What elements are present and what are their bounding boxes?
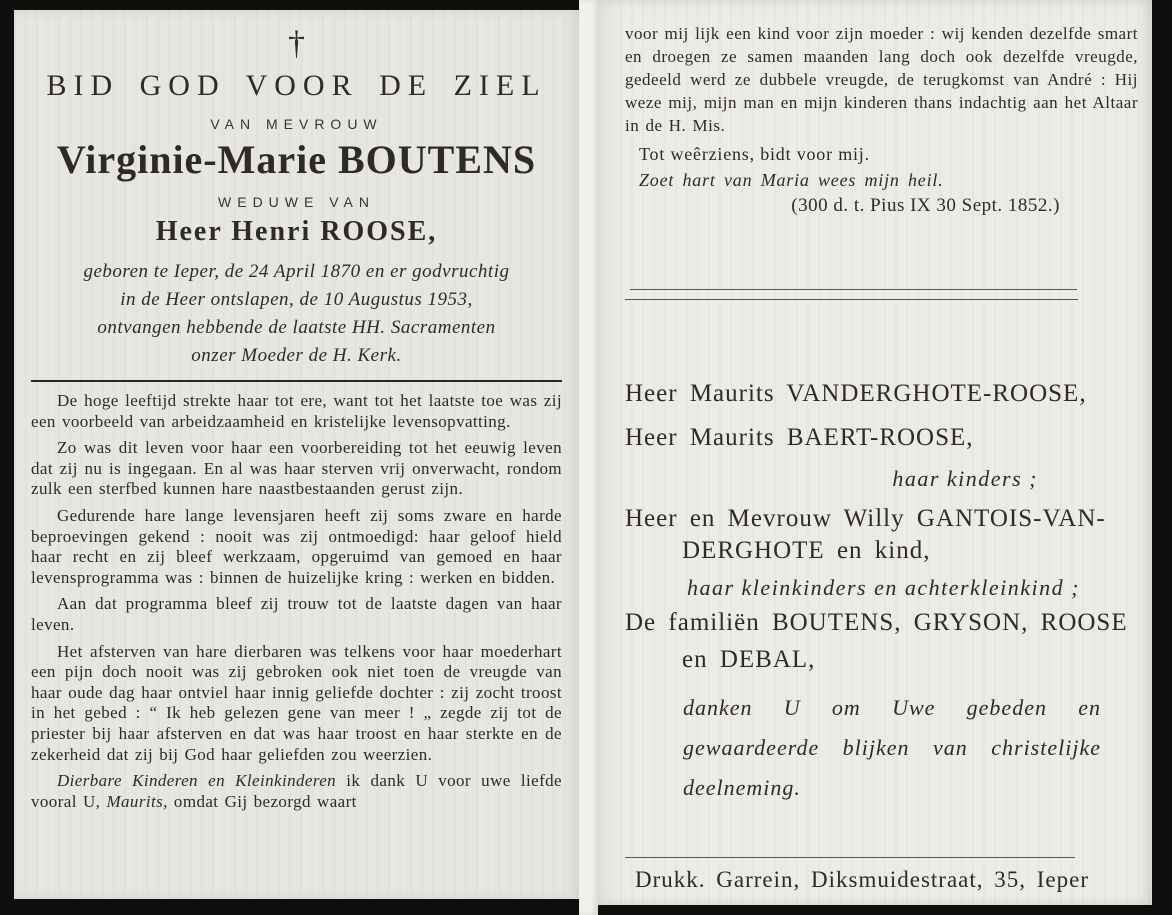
- closing-lead: Dierbare Kinderen en Kleinkinderen: [57, 771, 337, 791]
- divider-rule-top: [630, 289, 1077, 290]
- divider-rule-bottom: [625, 299, 1078, 300]
- motto-line: Zoet hart van Maria wees mijn heil.: [639, 170, 944, 190]
- eulogy-paragraph-2: Zo was dit leven voor haar een voorbereiding tot het eeuwig leven dat zij nu is ingegaan. En al was haar sterven vrij onverwacht, rondom zulk een sterfbed kunnen hare naastbestaanden gerust zijn.: [31, 438, 562, 499]
- continuation-paragraph: voor mij lijk een kind voor zijn moeder : wij kenden dezelfde smart en droegen ze samen maanden lang doch ook dezelfde vreugde, gedeeld werd ze dubbele vreugde, de terugkomst van André : Hij weze mij, mijn man en mijn kinderen thans indachtig aan het Altaar in de H. Mis.: [625, 24, 1138, 135]
- eulogy-paragraph-4: Aan dat programma bleef zij trouw tot de laatste dagen van haar leven.: [31, 594, 562, 634]
- bio-line-birth: geboren te Ieper, de 24 April 1870 en er godvruchtig: [83, 261, 510, 282]
- family-child-2: Heer Maurits BAERT-ROOSE,: [625, 424, 974, 451]
- closing-mid: ik dank U voor uwe liefde vooral U,: [31, 771, 562, 811]
- closing-paragraph: [31, 771, 562, 812]
- thanks-paragraph: danken U om Uwe gebeden en gewaardeerde blijken van christelijke deelneming.: [683, 695, 1101, 800]
- subtitle-weduwe-van: WEDUWE VAN: [218, 194, 375, 210]
- bio-line-death: in de Heer ontslapen, de 10 Augustus 1953,: [120, 289, 473, 310]
- spouse-name: Heer Henri ROOSE,: [155, 216, 438, 247]
- family-section: [625, 380, 1138, 808]
- footer-rule: [625, 857, 1075, 858]
- eulogy-paragraph-3: Gedurende hare lange levensjaren heeft zij soms zware en harde beproevingen gekend : nooit was zij ontmoedigd: haar geloof hield haar recht en zij bleef werkzaam, opgeruimd van gemoed en haar levensprogramma was : binnen de huizelijke kring : werken en bidden.: [31, 505, 562, 587]
- closing-tail: omdat Gij bezorgd waart: [173, 791, 357, 811]
- bio-line-sacraments: ontvangen hebbende de laatste HH. Sacramenten: [97, 317, 496, 338]
- left-page-content: [14, 26, 579, 812]
- invocation-title: BID GOD VOOR DE ZIEL: [46, 69, 547, 102]
- page-gap: [579, 0, 598, 915]
- farewell-line: Tot weêrziens, bidt voor mij.: [639, 144, 870, 164]
- cross-icon: †: [288, 25, 305, 62]
- eulogy-paragraph-5: Het afsterven van hare dierbaren was telkens voor haar moederhart een pijn doch nooit was zij gebroken ook niet toen de vreugde van haar oude dag haar ontviel haar innig geliefde dochter : zij zocht troost in het gebed : “ Ik heb gelezen gene van meer ! „ zegde zij tot de priester bij haar afsterven en dat was haar troost en haar sterkte en de zekerheid dat zij bij God haar geliefden zou weerzien.: [31, 641, 562, 764]
- right-page-content: [598, 0, 1152, 905]
- eulogy-paragraph-1: De hoge leeftijd strekte haar tot ere, want tot het laatste toe was zij een voorbeeld van arbeidzaamheid en kristelijke levensopvatting.: [31, 391, 562, 431]
- printer-line: Drukk. Garrein, Diksmuidestraat, 35, Ieper: [635, 867, 1089, 892]
- family-names-line1: De familiën BOUTENS, GRYSON, ROOSE: [625, 609, 1128, 636]
- family-names-line2: en DEBAL,: [682, 646, 816, 673]
- indulgence-line: (300 d. t. Pius IX 30 Sept. 1852.): [791, 195, 1060, 216]
- closing-maurits: Maurits,: [106, 791, 168, 811]
- divider-rule: [31, 380, 562, 382]
- children-label: haar kinders ;: [892, 466, 1038, 491]
- family-grandchild-line2: DERGHOTE en kind,: [682, 537, 931, 564]
- deceased-name: Virginie-Marie BOUTENS: [56, 137, 537, 182]
- subtitle-van-mevrouw: VAN MEVROUW: [210, 116, 383, 132]
- family-grandchild-line1: Heer en Mevrouw Willy GANTOIS-VAN-: [625, 505, 1106, 532]
- eulogy-text: [31, 391, 562, 812]
- bio-line-church: onzer Moeder de H. Kerk.: [191, 345, 402, 366]
- left-page: [14, 10, 579, 899]
- grandchildren-label: haar kleinkinders en achterkleinkind ;: [686, 575, 1080, 600]
- right-page: [598, 0, 1152, 905]
- printer-footer: [625, 857, 1097, 893]
- biography-block: [31, 258, 562, 370]
- family-child-1: Heer Maurits VANDERGHOTE-ROOSE,: [625, 380, 1087, 407]
- double-divider-rule: [625, 289, 1078, 300]
